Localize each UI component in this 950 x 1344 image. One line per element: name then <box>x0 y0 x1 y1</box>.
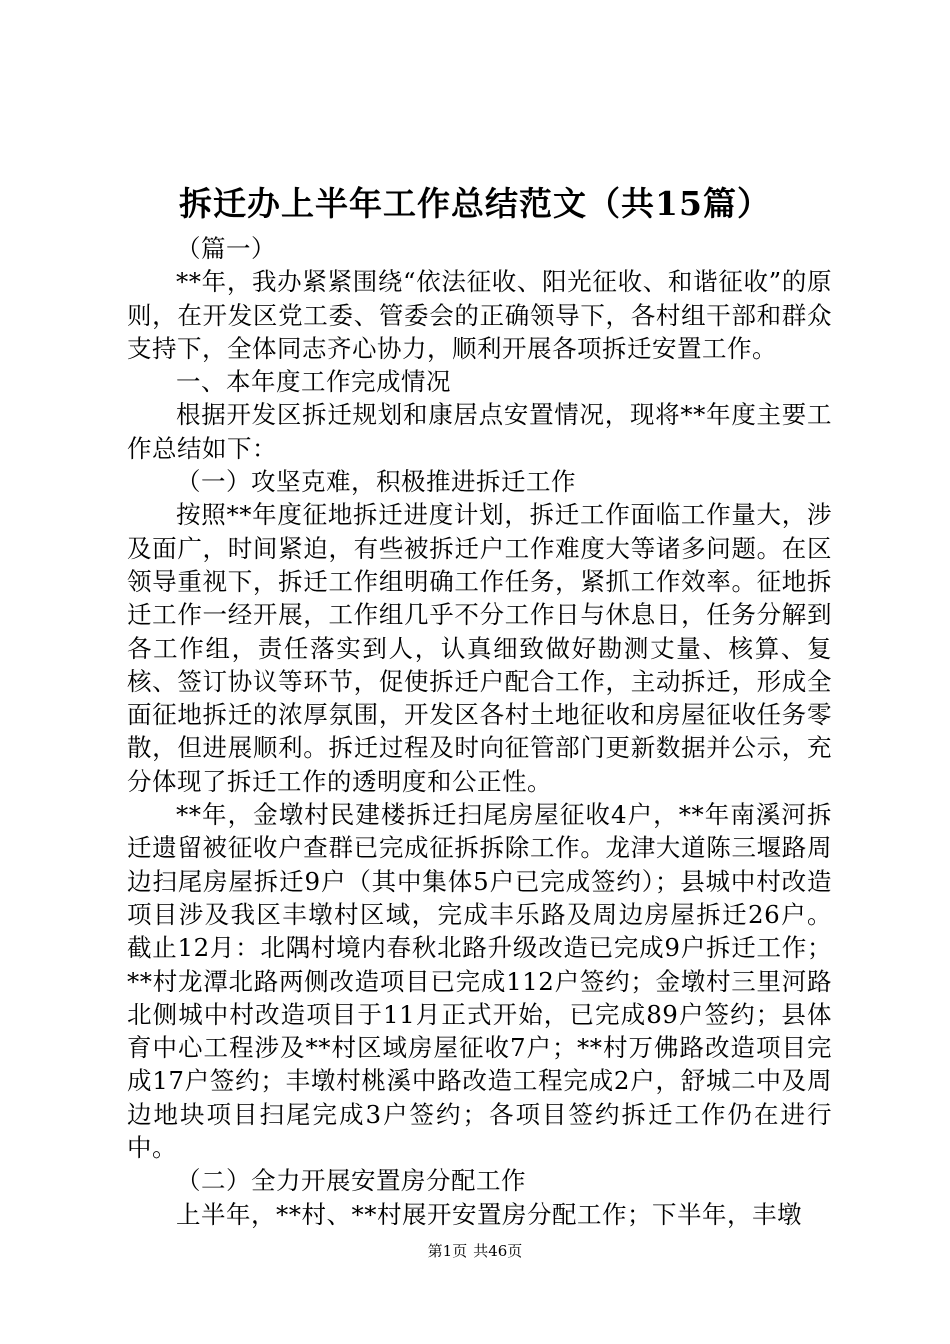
document-body <box>127 232 832 1231</box>
body-paragraph: 按照**年度征地拆迁进度计划，拆迁工作面临工作量大，涉及面广，时间紧迫，有些被拆迁户工作难度大等诸多问题。在区领导重视下，拆迁工作组明确工作任务，紧抓工作效率。征地拆迁工作一经开展，工作组几乎不分工作日与休息日，任务分解到各工作组，责任落实到人，认真细致做好勘测丈量、核算、复核、签订协议等环节，促使拆迁户配合工作，主动拆迁，形成全面征地拆迁的浓厚氛围，开发区各村土地征收和房屋征收任务零散，但进展顺利。拆迁过程及时向征管部门更新数据并公示，充分体现了拆迁工作的透明度和公正性。 <box>127 500 832 796</box>
body-paragraph: **年，金墩村民建楼拆迁扫尾房屋征收4户，**年南溪河拆迁遗留被征收户查群已完成征拆拆除工作。龙津大道陈三堰路周边扫尾房屋拆迁9户（其中集体5户已完成签约）；县城中村改造项目涉及我区丰墩村区域，完成丰乐路及周边房屋拆迁26户。截止12月：北隅村境内春秋北路升级改造已完成9户拆迁工作；**村龙潭北路两侧改造项目已完成112户签约；金墩村三里河路北侧城中村改造项目于11月正式开始，已完成89户签约；县体育中心工程涉及**村区域房屋征收7户；**村万佛路改造项目完成17户签约；丰墩村桃溪中路改造工程完成2户，舒城二中及周边地块项目扫尾完成3户签约；各项目签约拆迁工作仍在进行中。 <box>127 800 832 1163</box>
section-label: （篇一） <box>176 234 276 263</box>
subheading-1: （一）攻坚克难，积极推进拆迁工作 <box>176 467 576 497</box>
subheading-2: （二）全力开展安置房分配工作 <box>176 1166 526 1196</box>
page-total: 共46页 <box>473 1242 523 1260</box>
intro-paragraph: **年，我办紧紧围绕“依法征收、阳光征收、和谐征收”的原则，在开发区党工委、管委会的正确领导下，各村组干部和群众支持下，全体同志齐心协力，顺利开展各项拆迁安置工作。 <box>127 267 832 363</box>
heading-1: 一、本年度工作完成情况 <box>176 367 451 397</box>
page-number: 第1页 <box>427 1242 468 1260</box>
body-paragraph: 上半年，**村、**村展开安置房分配工作；下半年，丰墩 <box>176 1199 802 1229</box>
page-footer <box>0 1241 950 1261</box>
summary-paragraph: 根据开发区拆迁规划和康居点安置情况，现将**年度主要工作总结如下： <box>127 400 832 463</box>
document-title: 拆迁办上半年工作总结范文（共15篇） <box>179 184 771 223</box>
